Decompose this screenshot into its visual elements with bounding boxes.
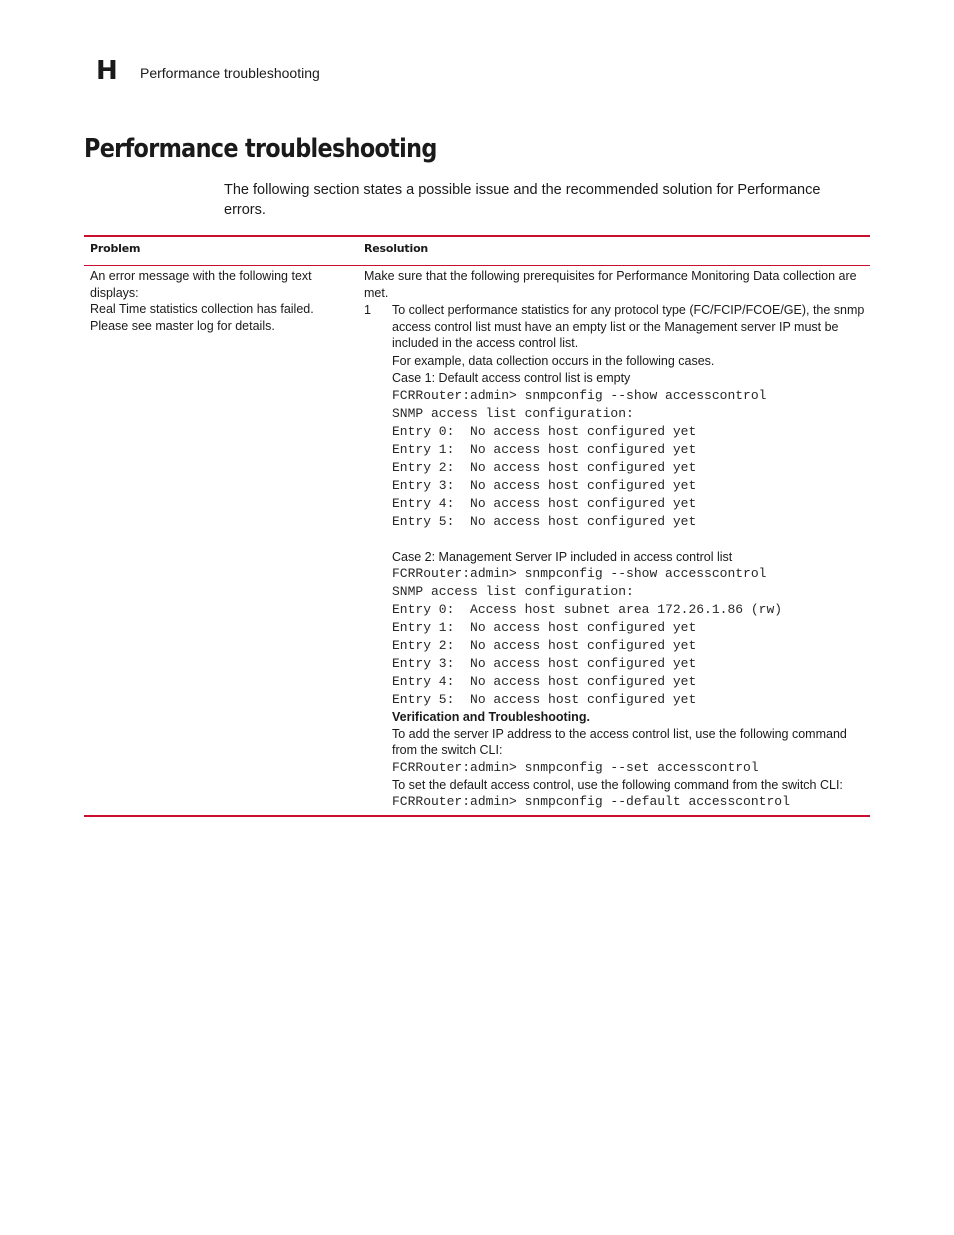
code-line: Entry 0: No access host configured yet: [392, 423, 697, 439]
step-body: [392, 302, 866, 811]
code-line: Entry 2: No access host configured yet: [392, 459, 697, 475]
code-line: Entry 5: No access host configured yet: [392, 513, 697, 529]
case1-title: Case 1: Default access control list is empty: [392, 371, 631, 385]
default-command: FCRRouter:admin> snmpconfig --default accesscontrol: [392, 794, 790, 809]
case1-code-block: [392, 387, 866, 531]
problem-description: An error message with the following text displays:: [90, 269, 312, 300]
code-line: Entry 4: No access host configured yet: [392, 495, 697, 511]
spacer: [392, 531, 866, 549]
numbered-step: [364, 302, 866, 811]
code-line: Entry 3: No access host configured yet: [392, 477, 697, 493]
code-line: FCRRouter:admin> snmpconfig --show accesscontrol: [392, 566, 767, 581]
add-instruction: To add the server IP address to the access control list, use the following command from the switch CLI:: [392, 726, 847, 757]
verification-heading: Verification and Troubleshooting.: [392, 710, 590, 724]
step-text: To collect performance statistics for any protocol type (FC/FCIP/FCOE/GE), the snmp access control list must have an empty list or the Management server IP must be included in the access control list.: [392, 303, 865, 350]
case2-title: Case 2: Management Server IP included in access control list: [392, 549, 733, 564]
code-line: Entry 3: No access host configured yet: [392, 656, 697, 671]
code-line: Entry 1: No access host configured yet: [392, 441, 697, 457]
code-line: Entry 0: Access host subnet area 172.26.1.86 (rw): [392, 602, 783, 617]
column-header-problem: Problem: [90, 242, 141, 255]
problem-error-message: Real Time statistics collection has failed. Please see master log for details.: [90, 302, 314, 333]
column-header-resolution: Resolution: [364, 242, 429, 255]
table-header-row: [84, 237, 870, 266]
add-command: FCRRouter:admin> snmpconfig --set accesscontrol: [392, 759, 759, 775]
code-line: Entry 4: No access host configured yet: [392, 674, 697, 689]
example-text: For example, data collection occurs in the following cases.: [392, 353, 715, 368]
appendix-letter: H: [96, 56, 118, 86]
code-line: Entry 2: No access host configured yet: [392, 638, 697, 653]
running-header-title: Performance troubleshooting: [140, 65, 320, 81]
code-line: FCRRouter:admin> snmpconfig --show accesscontrol: [392, 387, 767, 403]
step-number: 1: [364, 303, 371, 317]
case2-code-block: [392, 565, 866, 709]
intro-paragraph: The following section states a possible issue and the recommended solution for Performance errors.: [224, 182, 821, 218]
default-instruction: To set the default access control, use the following command from the switch CLI:: [392, 777, 843, 792]
resolution-cell: [358, 266, 870, 815]
code-line: SNMP access list configuration:: [392, 405, 634, 421]
code-line: SNMP access list configuration:: [392, 584, 634, 599]
troubleshooting-table: [84, 235, 870, 817]
resolution-lead: Make sure that the following prerequisites for Performance Monitoring Data collection are met.: [364, 269, 857, 300]
code-line: Entry 1: No access host configured yet: [392, 620, 697, 635]
code-line: Entry 5: No access host configured yet: [392, 692, 697, 707]
problem-cell: [84, 266, 358, 815]
table-row: [84, 266, 870, 815]
page-title: Performance troubleshooting: [84, 134, 437, 164]
